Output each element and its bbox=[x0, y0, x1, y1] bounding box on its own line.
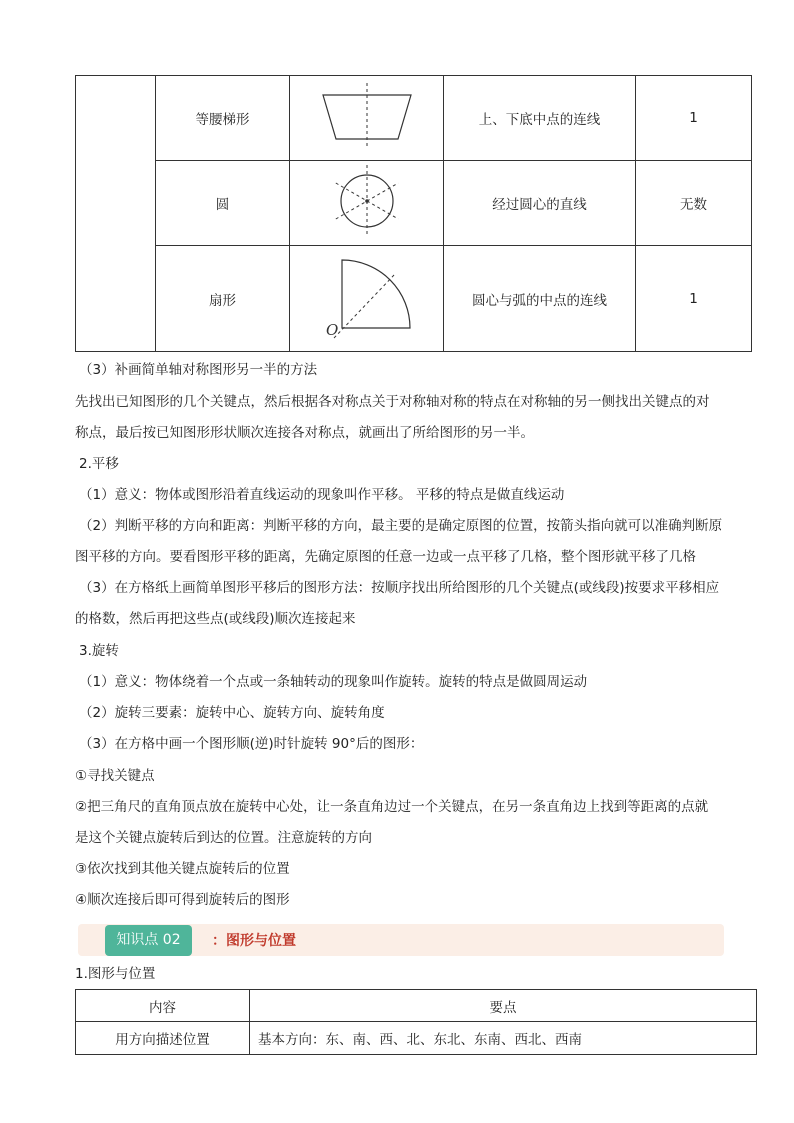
section-heading: 2.平移 bbox=[79, 456, 119, 472]
axis-count: 无数 bbox=[636, 161, 752, 246]
paragraph-line: 的格数，然后再把这些点(或线段)顺次连接起来 bbox=[75, 611, 356, 627]
shape-figure-cell bbox=[290, 161, 444, 246]
table-row bbox=[76, 76, 752, 161]
table-row bbox=[76, 1022, 757, 1055]
table-row bbox=[76, 246, 752, 352]
paragraph-line: 图平移的方向。要看图形平移的距离，先确定原图的任意一边或一点平移了几格，整个图形就平移了几格 bbox=[75, 549, 696, 565]
paragraph-line: （3）在方格中画一个图形顺(逆)时针旋转 90°后的图形： bbox=[79, 736, 424, 752]
step-line: ①寻找关键点 bbox=[75, 768, 155, 784]
section-heading: 3.旋转 bbox=[79, 643, 119, 659]
axis-count: 1 bbox=[636, 76, 752, 161]
step-line: 是这个关键点旋转后到达的位置。注意旋转的方向 bbox=[75, 830, 372, 846]
symmetry-axis-desc: 经过圆心的直线 bbox=[444, 161, 636, 246]
knowledge-point-tag: 知识点 02 bbox=[105, 925, 192, 956]
shape-name: 等腰梯形 bbox=[156, 76, 290, 161]
section-heading: 1.图形与位置 bbox=[75, 966, 156, 982]
paragraph-line: 称点，最后按已知图形形状顺次连接各对称点，就画出了所给图形的另一半。 bbox=[75, 425, 534, 441]
paragraph-line: 先找出已知图形的几个关键点，然后根据各对称点关于对称轴对称的特点在对称轴的另一侧找出关键点的对 bbox=[75, 394, 710, 410]
shape-figure-cell bbox=[290, 246, 444, 352]
column-header: 要点 bbox=[250, 990, 757, 1022]
knowledge-point-title: ：图形与位置 bbox=[212, 933, 296, 949]
shape-figure-cell bbox=[290, 76, 444, 161]
table-row bbox=[76, 161, 752, 246]
axis-count: 1 bbox=[636, 246, 752, 352]
paragraph-line: （3）在方格纸上画简单图形平移后的图形方法：按顺序找出所给图形的几个关键点(或线段)按要求平移相应 bbox=[79, 580, 720, 596]
column-header: 内容 bbox=[76, 990, 250, 1022]
step-line: ③依次找到其他关键点旋转后的位置 bbox=[75, 861, 290, 877]
shape-name: 扇形 bbox=[156, 246, 290, 352]
trapezoid-figure bbox=[307, 81, 427, 151]
category-cell bbox=[76, 76, 156, 352]
step-line: ④顺次连接后即可得到旋转后的图形 bbox=[75, 892, 290, 908]
paragraph-line: （2）旋转三要素：旋转中心、旋转方向、旋转角度 bbox=[79, 705, 385, 721]
table-cell: 用方向描述位置 bbox=[76, 1022, 250, 1055]
center-label: O bbox=[325, 320, 338, 339]
symmetry-shapes-table bbox=[75, 75, 752, 352]
table-cell: 基本方向：东、南、西、北、东北、东南、西北、西南 bbox=[250, 1022, 757, 1055]
paragraph-line: （2）判断平移的方向和距离：判断平移的方向，最主要的是确定原图的位置，按箭头指向就可以准确判断原 bbox=[79, 518, 723, 534]
step-line: ②把三角尺的直角顶点放在旋转中心处，让一条直角边过一个关键点，在另一条直角边上找到等距离的点就 bbox=[75, 799, 709, 815]
position-table bbox=[75, 989, 757, 1055]
shape-name: 圆 bbox=[156, 161, 290, 246]
table-header-row bbox=[76, 990, 757, 1022]
circle-figure bbox=[327, 161, 407, 241]
paragraph-line: （3）补画简单轴对称图形另一半的方法 bbox=[79, 362, 318, 378]
symmetry-axis-desc: 圆心与弧的中点的连线 bbox=[444, 246, 636, 352]
symmetry-axis-desc: 上、下底中点的连线 bbox=[444, 76, 636, 161]
sector-figure bbox=[317, 252, 417, 342]
paragraph-line: （1）意义：物体或图形沿着直线运动的现象叫作平移。 平移的特点是做直线运动 bbox=[79, 487, 565, 503]
paragraph-line: （1）意义：物体绕着一个点或一条轴转动的现象叫作旋转。旋转的特点是做圆周运动 bbox=[79, 674, 588, 690]
